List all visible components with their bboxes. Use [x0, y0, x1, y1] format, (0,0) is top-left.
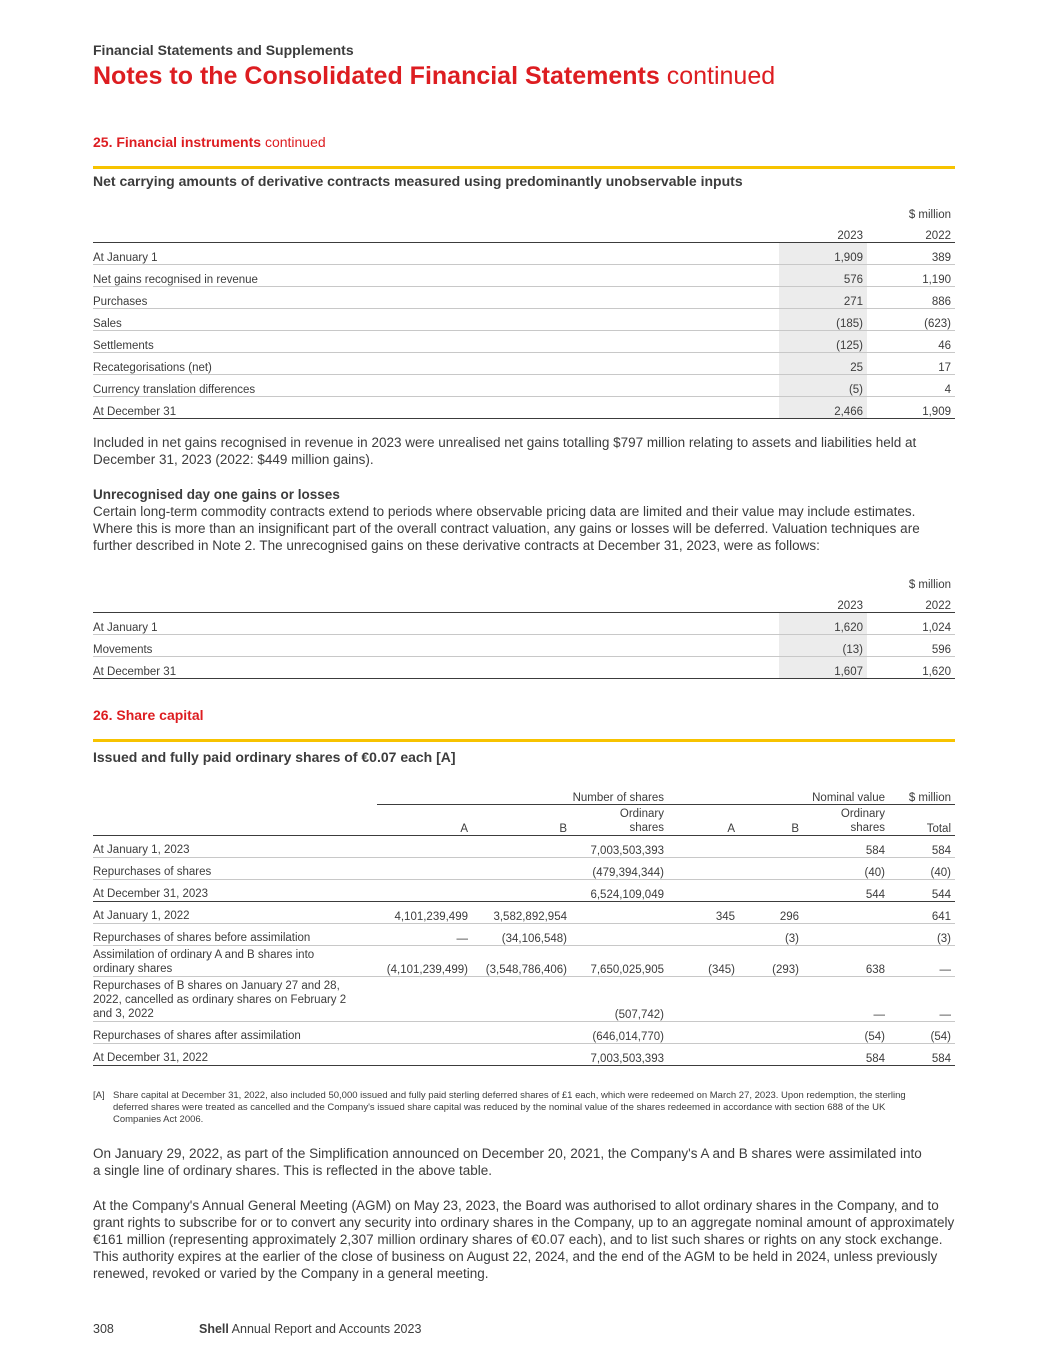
derivatives-table — [93, 200, 955, 419]
nominal-ordinary: 544 — [803, 879, 889, 901]
value-2023: (125) — [779, 331, 867, 353]
value-2023: 25 — [779, 353, 867, 375]
nominal-total: (54) — [889, 1021, 955, 1043]
row-label: Purchases — [93, 287, 779, 309]
footnote-marker: [A] — [93, 1090, 105, 1101]
value-2023: (5) — [779, 375, 867, 397]
section-label: Financial Statements and Supplements — [93, 42, 354, 58]
value-2022: 389 — [867, 243, 955, 265]
col-header-a: A — [377, 805, 472, 836]
value-2022: 1,620 — [867, 657, 955, 679]
nominal-a: 345 — [668, 901, 739, 923]
row-label: Settlements — [93, 331, 779, 353]
nominal-total: — — [889, 945, 955, 976]
unit-label: $ million — [908, 579, 951, 591]
page-title — [93, 62, 775, 91]
shares-ordinary: (507,742) — [571, 976, 668, 1021]
table-row — [93, 657, 955, 679]
nominal-b: (293) — [739, 945, 803, 976]
row-label: Repurchases of shares after assimilation — [93, 1021, 377, 1043]
value-2022: 886 — [867, 287, 955, 309]
value-2023: 271 — [779, 287, 867, 309]
nominal-a — [668, 976, 739, 1021]
table-row — [93, 976, 955, 1021]
nominal-total: 584 — [889, 835, 955, 857]
nominal-a — [668, 1021, 739, 1043]
table-row — [93, 857, 955, 879]
nominal-total: 641 — [889, 901, 955, 923]
table-row — [93, 265, 955, 287]
table-row — [93, 1021, 955, 1043]
yellow-rule — [93, 166, 955, 169]
shares-b: (34,106,548) — [472, 923, 571, 945]
shares-b — [472, 879, 571, 901]
row-label: Net gains recognised in revenue — [93, 265, 779, 287]
value-2023: (185) — [779, 309, 867, 331]
nominal-a: (345) — [668, 945, 739, 976]
year-header: 2022 — [867, 591, 955, 613]
publication-footer — [199, 1322, 421, 1336]
shares-ordinary: 7,650,025,905 — [571, 945, 668, 976]
row-label: At December 31 — [93, 657, 779, 679]
col-header-a: A — [668, 805, 739, 836]
value-2022: 1,909 — [867, 397, 955, 419]
nominal-ordinary: — — [803, 976, 889, 1021]
table-row — [93, 835, 955, 857]
value-2022: 46 — [867, 331, 955, 353]
table-row — [93, 397, 955, 419]
value-2022: 1,190 — [867, 265, 955, 287]
nominal-b — [739, 835, 803, 857]
row-label: Repurchases of shares before assimilation — [93, 923, 377, 945]
subheading: Unrecognised day one gains or losses — [93, 487, 340, 502]
paragraph: Included in net gains recognised in revenue in 2023 were unrealised net gains totalling $797 million relating to assets and liabilities held at December 31, 2023 (2022: $449 million gains). — [93, 435, 917, 467]
year-header: 2023 — [779, 221, 867, 243]
table-row — [93, 331, 955, 353]
table-row — [93, 375, 955, 397]
nominal-total: — — [889, 976, 955, 1021]
row-label: At January 1, 2023 — [93, 835, 377, 857]
table-row — [93, 243, 955, 265]
table-row — [93, 309, 955, 331]
nominal-b — [739, 1043, 803, 1065]
nominal-b — [739, 1021, 803, 1043]
table-3-title: Issued and fully paid ordinary shares of €0.07 each [A] — [93, 749, 456, 765]
paragraph: At the Company's Annual General Meeting (AGM) on May 23, 2023, the Board was authorised to allot ordinary shares in the Company, and to grant rights to subscribe for or to convert any security into ordinary shares in the Company, up to an aggregate nominal amount of approximately €161 million (representing approximately 2,307 million ordinary shares of €0.07 each), and to list such shares or rights on any stock exchange. This authority expires at the earlier of the close of business on August 22, 2024, and the end of the AGM to be held in 2024, unless previously renewed, revoked or varied by the Company in a general meeting. — [93, 1198, 955, 1281]
yellow-rule — [93, 739, 955, 742]
value-2023: 1,909 — [779, 243, 867, 265]
table-row — [93, 353, 955, 375]
publication-name: Annual Report and Accounts 2023 — [231, 1322, 422, 1336]
nominal-a — [668, 835, 739, 857]
row-label: Currency translation differences — [93, 375, 779, 397]
nominal-total: 544 — [889, 879, 955, 901]
paragraph: Certain long-term commodity contracts extend to periods where observable pricing data are limited and their value may include estimates. Where this is more than an insignificant part of the overall contract valuation, any gains or losses will be deferred. Valuation techniques are further described in Note 2. The unrecognised gains on these derivative contracts at December 31, 2023, were as follows: — [93, 504, 920, 553]
table-row — [93, 923, 955, 945]
col-header-b: B — [472, 805, 571, 836]
value-2023: 576 — [779, 265, 867, 287]
row-label: At January 1, 2022 — [93, 901, 377, 923]
shares-a: — — [377, 923, 472, 945]
shares-ordinary: 6,524,109,049 — [571, 879, 668, 901]
row-label: Repurchases of shares — [93, 857, 377, 879]
page-number: 308 — [93, 1322, 114, 1336]
nominal-ordinary: 584 — [803, 1043, 889, 1065]
year-header: 2023 — [779, 591, 867, 613]
shares-a — [377, 1021, 472, 1043]
table-row — [93, 901, 955, 923]
shares-b — [472, 1043, 571, 1065]
nominal-ordinary: (54) — [803, 1021, 889, 1043]
shares-b: 3,582,892,954 — [472, 901, 571, 923]
col-header-ordinary — [803, 805, 889, 836]
nominal-a — [668, 923, 739, 945]
paragraph: On January 29, 2022, as part of the Simplification announced on December 20, 2021, the Company's A and B shares were assimilated into a single line of ordinary shares. This is reflected in the above table. — [93, 1146, 922, 1178]
shares-a: (4,101,239,499) — [377, 945, 472, 976]
nominal-ordinary: 584 — [803, 835, 889, 857]
value-2023: 1,607 — [779, 657, 867, 679]
nominal-ordinary: 638 — [803, 945, 889, 976]
table-row — [93, 879, 955, 901]
table-row — [93, 1043, 955, 1065]
row-label: Assimilation of ordinary A and B shares into ordinary shares — [93, 945, 377, 976]
shares-a — [377, 976, 472, 1021]
row-label: At January 1 — [93, 243, 779, 265]
row-label: Repurchases of B shares on January 27 and 28, 2022, cancelled as ordinary shares on February 2 and 3, 2022 — [93, 976, 377, 1021]
value-2023: (13) — [779, 635, 867, 657]
nominal-a — [668, 857, 739, 879]
shares-a — [377, 879, 472, 901]
shares-b — [472, 1021, 571, 1043]
value-2022: 596 — [867, 635, 955, 657]
page-title-text: Notes to the Consolidated Financial Statements — [93, 62, 660, 90]
shares-ordinary — [571, 923, 668, 945]
nominal-ordinary — [803, 901, 889, 923]
table-row — [93, 635, 955, 657]
nominal-a — [668, 879, 739, 901]
shares-b — [472, 976, 571, 1021]
nominal-b — [739, 976, 803, 1021]
shares-b: (3,548,786,406) — [472, 945, 571, 976]
shares-ordinary: (646,014,770) — [571, 1021, 668, 1043]
row-label: At January 1 — [93, 613, 779, 635]
row-label: At December 31, 2022 — [93, 1043, 377, 1065]
col-header-ordinary-line1: Ordinary — [619, 807, 664, 820]
shares-b — [472, 857, 571, 879]
nominal-total: (40) — [889, 857, 955, 879]
nominal-total: (3) — [889, 923, 955, 945]
col-header-ordinary-line1: Ordinary — [840, 807, 885, 820]
note-25-title-text: 25. Financial instruments — [93, 134, 262, 150]
table-row — [93, 613, 955, 635]
row-label: Sales — [93, 309, 779, 331]
group-header-shares: Number of shares — [377, 783, 668, 805]
unrecognised-gains-table — [93, 570, 955, 679]
table-1-title: Net carrying amounts of derivative contracts measured using predominantly unobservable inputs — [93, 173, 743, 189]
shares-a — [377, 1043, 472, 1065]
note-26-title: 26. Share capital — [93, 707, 204, 723]
note-25-title — [93, 134, 326, 150]
nominal-b — [739, 857, 803, 879]
shares-a — [377, 835, 472, 857]
nominal-ordinary: (40) — [803, 857, 889, 879]
shares-ordinary: 7,003,503,393 — [571, 1043, 668, 1065]
col-header-b: B — [739, 805, 803, 836]
share-capital-table — [93, 783, 955, 1066]
row-label: Movements — [93, 635, 779, 657]
page-title-suffix: continued — [666, 62, 776, 90]
nominal-b: 296 — [739, 901, 803, 923]
table-row — [93, 945, 955, 976]
nominal-total: 584 — [889, 1043, 955, 1065]
value-2022: 1,024 — [867, 613, 955, 635]
nominal-b: (3) — [739, 923, 803, 945]
footnote — [93, 1090, 955, 1126]
year-header: 2022 — [867, 221, 955, 243]
value-2022: 4 — [867, 375, 955, 397]
table-row — [93, 287, 955, 309]
nominal-b — [739, 879, 803, 901]
col-header-ordinary — [571, 805, 668, 836]
col-header-ordinary-line2: shares — [629, 821, 664, 834]
brand-name: Shell — [199, 1322, 229, 1336]
value-2022: 17 — [867, 353, 955, 375]
unit-label: $ million — [908, 209, 951, 221]
footnote-text: Share capital at December 31, 2022, also included 50,000 issued and fully paid sterling deferred shares of £1 each, which were redeemed on March 27, 2023. Upon redemption, the sterling deferred shares were treated as cancelled and the Company's issued share capital was reduced by the nominal value of the shares redeemed in accordance with section 688 of the UK Companies Act 2006. — [113, 1090, 906, 1125]
shares-a — [377, 857, 472, 879]
col-header-ordinary-line2: shares — [850, 821, 885, 834]
nominal-ordinary — [803, 923, 889, 945]
shares-ordinary: (479,394,344) — [571, 857, 668, 879]
value-2023: 1,620 — [779, 613, 867, 635]
group-header-nominal: Nominal value — [668, 783, 889, 805]
shares-b — [472, 835, 571, 857]
row-label: At December 31, 2023 — [93, 879, 377, 901]
unit-label: $ million — [889, 783, 955, 805]
shares-ordinary: 7,003,503,393 — [571, 835, 668, 857]
col-header-total: Total — [889, 805, 955, 836]
nominal-a — [668, 1043, 739, 1065]
value-2022: (623) — [867, 309, 955, 331]
row-label: At December 31 — [93, 397, 779, 419]
shares-a: 4,101,239,499 — [377, 901, 472, 923]
value-2023: 2,466 — [779, 397, 867, 419]
note-25-title-suffix: continued — [264, 134, 326, 150]
shares-ordinary — [571, 901, 668, 923]
row-label: Recategorisations (net) — [93, 353, 779, 375]
